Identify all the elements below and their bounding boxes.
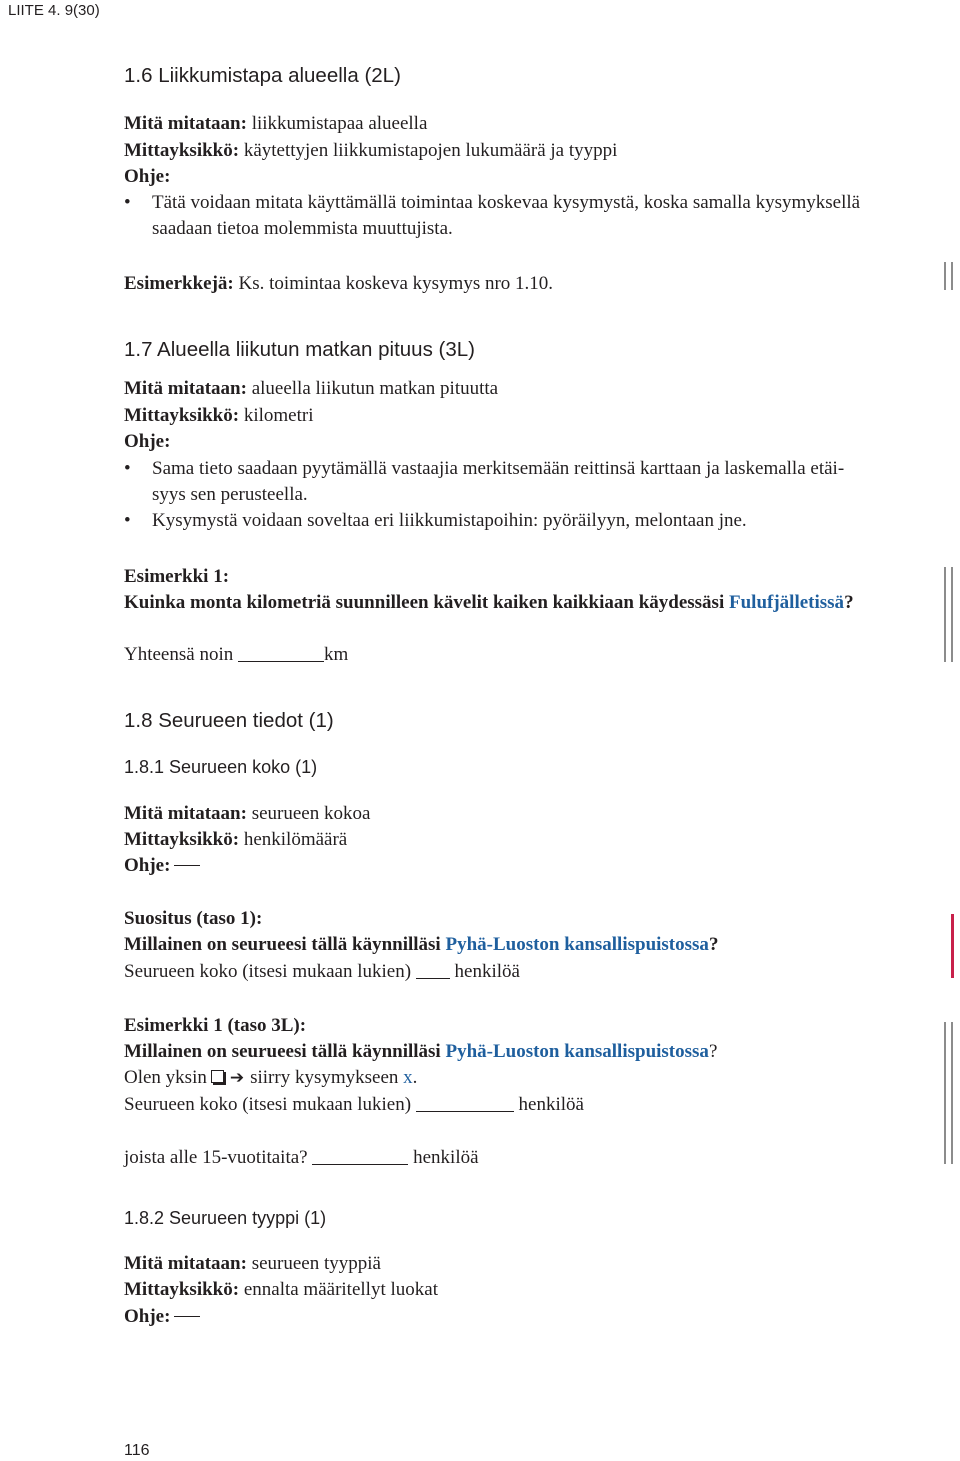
guide-line: [124, 1306, 200, 1328]
bullet-icon: •: [124, 458, 131, 479]
party-size-text: Seurueen koko (itsesi mukaan lukien): [124, 1094, 416, 1115]
under-15-line: [124, 1147, 479, 1169]
guide-label: Ohje:: [124, 855, 171, 876]
unit-line: [124, 405, 313, 427]
bullet-text-continued: syys sen perusteella.: [152, 484, 308, 505]
recommendation-question: [124, 934, 718, 956]
bullet-text: Tätä voidaan mitata käyttämällä toimintaa koskevaa kysymystä, koska samalla kysymyksellä: [152, 192, 861, 213]
examples-label: Esimerkkejä:: [124, 273, 234, 294]
party-size-text: Seurueen koko (itsesi mukaan lukien): [124, 961, 416, 982]
unit-value: kilometri: [239, 405, 314, 426]
unit-value: ennalta määritellyt luokat: [239, 1279, 438, 1300]
party-size-unit: henkilöä: [513, 1094, 584, 1115]
unit-label: Mittayksikkö:: [124, 140, 240, 161]
recommendation-label: Suositus (taso 1):: [124, 908, 263, 929]
example-label: Esimerkki 1:: [124, 566, 230, 587]
section-heading-1-8-1: 1.8.1 Seurueen koko (1): [124, 757, 318, 777]
measure-label: Mitä mitataan:: [124, 1253, 247, 1274]
under-15-text: joista alle 15-vuotitaita?: [124, 1147, 313, 1168]
measure-line: [124, 113, 427, 135]
answer-blank[interactable]: [238, 645, 324, 662]
section-heading-1-8: 1.8 Seurueen tiedot (1): [124, 709, 334, 732]
under-15-unit: henkilöä: [408, 1147, 479, 1168]
party-size-unit: henkilöä: [449, 961, 520, 982]
measure-label: Mitä mitataan:: [124, 803, 247, 824]
alone-text: Olen yksin: [124, 1067, 207, 1088]
bullet-icon: •: [124, 192, 131, 213]
bullet-icon: •: [124, 510, 131, 531]
measure-value: seurueen tyyppiä: [246, 1253, 381, 1274]
margin-marker: [944, 1022, 946, 1164]
alone-option-line: [124, 1067, 417, 1089]
checkbox-icon[interactable]: [211, 1070, 224, 1083]
measure-line: [124, 803, 370, 825]
unit-label: Mittayksikkö:: [124, 829, 240, 850]
question-mark: ?: [844, 592, 854, 613]
section-heading-1-7: 1.7 Alueella liikutun matkan pituus (3L): [124, 338, 475, 361]
measure-value: alueella liikutun matkan pituutta: [246, 378, 499, 399]
question-text: Millainen on seurueesi tällä käynnilläsi: [124, 934, 446, 955]
example-question: [124, 1041, 717, 1063]
question-mark: ?: [708, 1041, 718, 1062]
answer-blank[interactable]: [312, 1148, 408, 1165]
section-heading-1-6: 1.6 Liikkumistapa alueella (2L): [124, 64, 401, 87]
unit-label: Mittayksikkö:: [124, 1279, 240, 1300]
place-name: Pyhä-Luoston kansallispuistossa: [445, 934, 709, 955]
examples-line: [124, 273, 553, 295]
party-size-line: [124, 1094, 584, 1116]
total-unit: km: [323, 644, 349, 665]
guide-label: Ohje:: [124, 166, 171, 187]
measure-line: [124, 1253, 381, 1275]
party-size-line: [124, 961, 520, 983]
skip-text: siirry kysymykseen: [250, 1067, 404, 1088]
measure-line: [124, 378, 498, 400]
place-name: Pyhä-Luoston kansallispuistossa: [445, 1041, 709, 1062]
unit-line: [124, 1279, 438, 1301]
examples-value: Ks. toimintaa koskeva kysymys nro 1.10.: [233, 273, 554, 294]
margin-marker: [944, 262, 946, 290]
appendix-label: LIITE 4. 9(30): [8, 2, 100, 19]
question-text: Kuinka monta kilometriä suunnilleen kävelit kaiken kaikkiaan käydessäsi: [124, 592, 729, 613]
unit-value: käytettyjen liikkumistapojen lukumäärä ja tyyppi: [239, 140, 618, 161]
measure-value: seurueen kokoa: [246, 803, 371, 824]
measure-label: Mitä mitataan:: [124, 113, 247, 134]
measure-label: Mitä mitataan:: [124, 378, 247, 399]
margin-marker: [944, 567, 946, 662]
bullet-text-continued: saadaan tietoa molemmista muuttujista.: [152, 218, 453, 239]
bullet-text: Sama tieto saadaan pyytämällä vastaajia merkitsemään reittinsä karttaan ja laskemalla etäi-: [152, 458, 845, 479]
unit-line: [124, 829, 347, 851]
guide-label: Ohje:: [124, 431, 171, 452]
page-number: 116: [124, 1442, 150, 1459]
unit-label: Mittayksikkö:: [124, 405, 240, 426]
dash: [174, 1316, 200, 1317]
guide-line: [124, 855, 200, 877]
margin-marker: [951, 567, 953, 662]
question-mark: ?: [708, 934, 719, 955]
example-question: [124, 592, 854, 614]
answer-blank[interactable]: [416, 1095, 514, 1112]
question-text: Millainen on seurueesi tällä käynnilläsi: [124, 1041, 446, 1062]
unit-line: [124, 140, 617, 162]
total-text: Yhteensä noin: [124, 644, 238, 665]
measure-value: liikkumistapaa alueella: [246, 113, 428, 134]
section-heading-1-8-2: 1.8.2 Seurueen tyyppi (1): [124, 1208, 327, 1228]
dash: [174, 865, 200, 866]
bullet-text: Kysymystä voidaan soveltaa eri liikkumistapoihin: pyöräilyyn, melontaan jne.: [152, 510, 747, 531]
period: .: [412, 1067, 418, 1088]
guide-label: Ohje:: [124, 1306, 171, 1327]
answer-blank[interactable]: [416, 962, 450, 979]
place-name: Fulufjälletissä: [729, 592, 845, 613]
margin-marker: [951, 262, 953, 290]
arrow-right-icon: ➔: [229, 1068, 245, 1088]
question-ref: x: [403, 1067, 413, 1088]
margin-marker: [951, 1022, 953, 1164]
total-line: [124, 644, 348, 666]
unit-value: henkilömäärä: [239, 829, 348, 850]
example-label: Esimerkki 1 (taso 3L):: [124, 1015, 307, 1036]
margin-marker-red: [951, 914, 954, 978]
